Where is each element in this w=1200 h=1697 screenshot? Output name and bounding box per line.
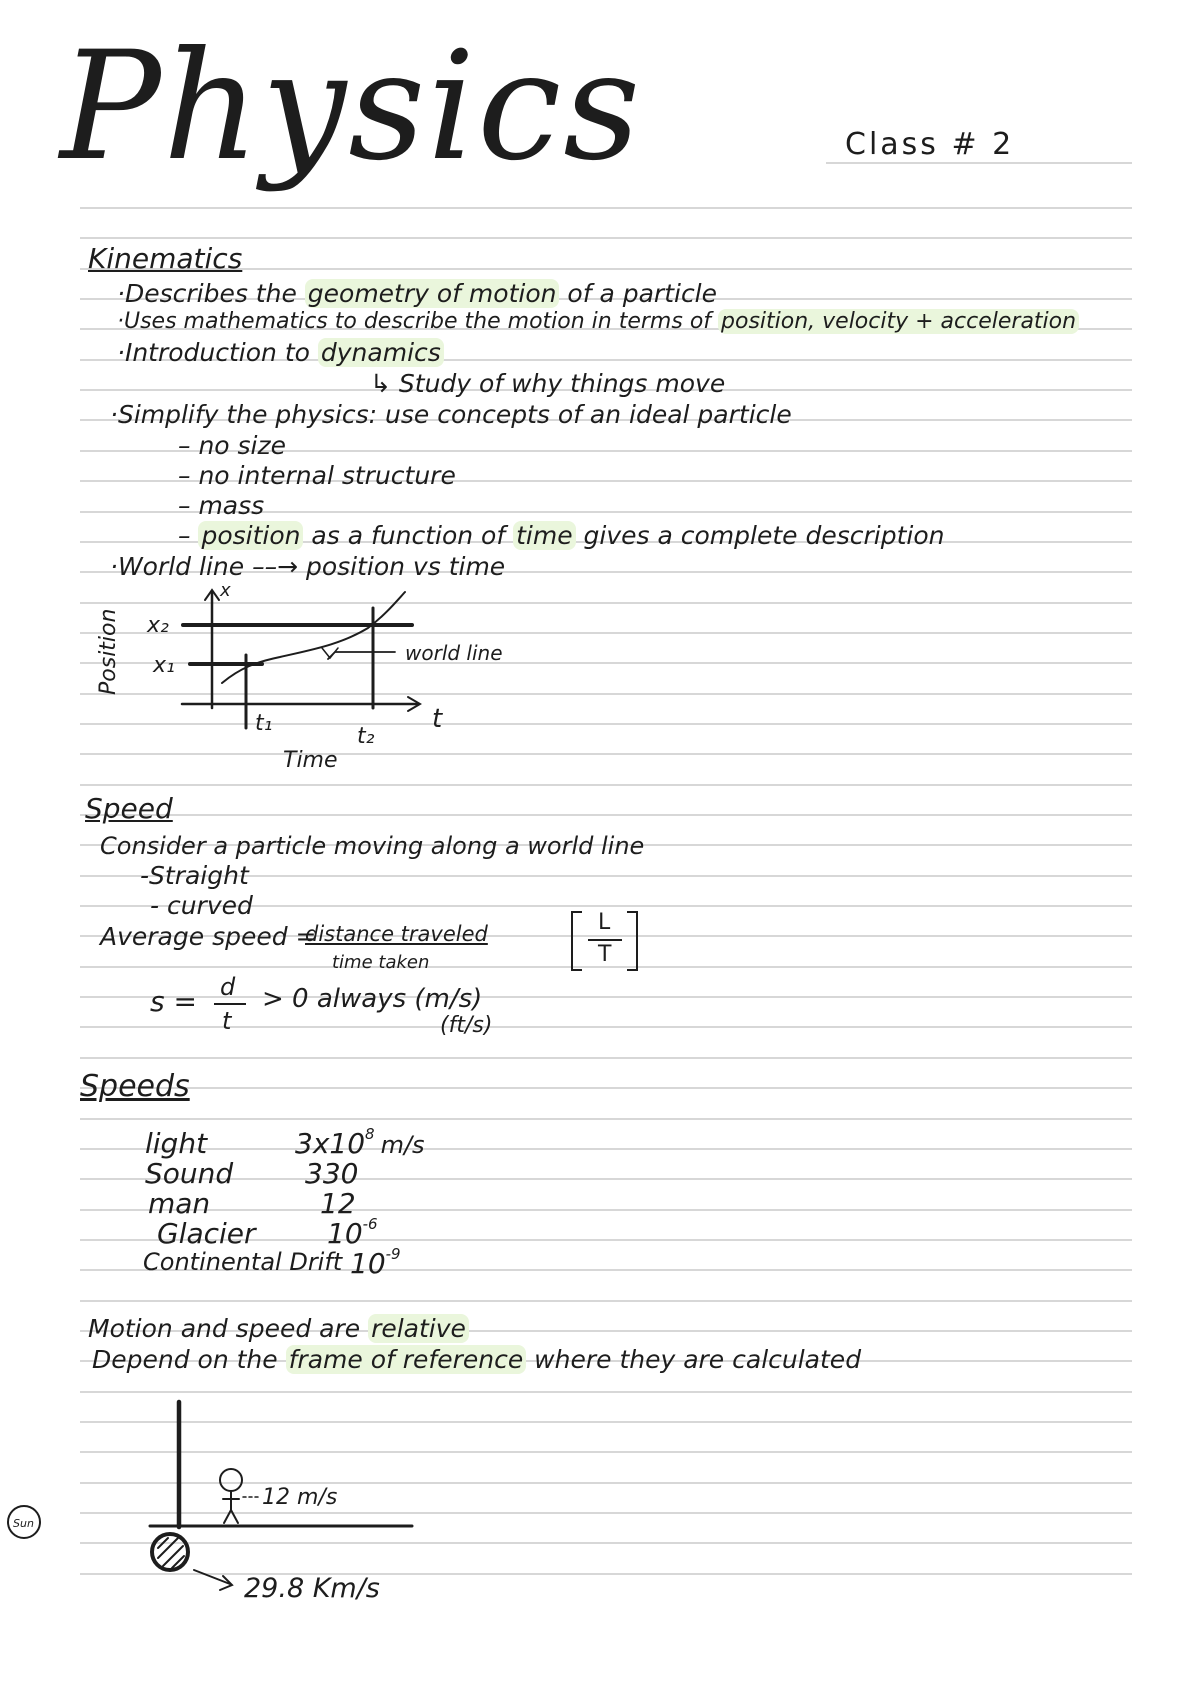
- sub-no-internal-structure: – no internal structure: [178, 461, 456, 490]
- speeds-row-value-base: 3x10: [295, 1127, 366, 1160]
- average-speed-denominator: time taken: [332, 952, 430, 973]
- speeds-row-value-base: 330: [305, 1157, 359, 1190]
- bullet-simplify: ·Simplify the physics: use concepts of an ideal particle: [110, 400, 792, 429]
- formula-denominator: t: [222, 1007, 232, 1035]
- highlight-frame-of-reference: frame of reference: [286, 1345, 527, 1374]
- stick-figure-legs: [224, 1510, 238, 1523]
- average-speed-label: Average speed =: [100, 922, 317, 951]
- bullet-world-line: ·World line ––→ position vs time: [110, 552, 506, 581]
- graph-t2-label: t₂: [357, 724, 375, 749]
- world-line-graph: [182, 590, 420, 728]
- graph-t1-label: t₁: [255, 711, 273, 736]
- dimension-denominator: T: [598, 942, 612, 967]
- graph-world-line-annotation: world line: [405, 641, 503, 665]
- graph-x1-label: x₁: [153, 653, 175, 678]
- dimension-brackets: [572, 912, 637, 970]
- speeds-row-exponent: -9: [385, 1245, 401, 1263]
- sub-position-post: gives a complete description: [575, 521, 945, 550]
- formula-rhs: > 0 always (m/s): [262, 984, 483, 1014]
- graph-x2-label: x₂: [147, 613, 169, 638]
- speed-item-curved: - curved: [150, 891, 253, 920]
- highlight-dynamics: dynamics: [318, 338, 444, 367]
- relative-line-1-pre: Motion and speed are: [88, 1314, 369, 1343]
- speeds-row-name: man: [148, 1187, 211, 1220]
- dynamics-definition: ↳ Study of why things move: [370, 369, 726, 398]
- speeds-heading: Speeds: [80, 1069, 190, 1104]
- bullet-introduction-pre: ·Introduction to: [117, 338, 318, 367]
- man-speed-label: 12 m/s: [262, 1485, 338, 1510]
- sub-position-mid: as a function of: [303, 521, 514, 550]
- speeds-row-value-base: 12: [320, 1187, 356, 1220]
- relative-line-2-post: where they are calculated: [526, 1345, 862, 1374]
- speeds-row-name: Sound: [145, 1157, 234, 1190]
- speeds-row-exponent: -6: [362, 1215, 378, 1233]
- graph-x-axis-label: Time: [283, 748, 338, 773]
- bullet-uses-math-pre: ·Uses mathematics to describe the motion in terms of: [117, 309, 719, 334]
- formula-units-fts: (ft/s): [440, 1013, 493, 1038]
- sub-no-size: – no size: [178, 431, 287, 460]
- speeds-row-value-base: 10: [350, 1247, 386, 1280]
- bullet-describes-pre: ·Describes the: [117, 279, 305, 308]
- highlight-geometry-of-motion: geometry of motion: [305, 279, 560, 308]
- bullet-describes-post: of a particle: [559, 279, 718, 308]
- speed-consider-line: Consider a particle moving along a world line: [100, 832, 645, 860]
- stick-figure-head: [220, 1469, 242, 1491]
- speeds-row-value-base: 10: [327, 1217, 363, 1250]
- average-speed-numerator: distance traveled: [305, 922, 488, 946]
- speeds-row-exponent: 8: [365, 1125, 375, 1143]
- page-title: Physics: [60, 20, 643, 194]
- relative-line-2-pre: Depend on the: [92, 1345, 286, 1374]
- sub-dash: –: [178, 521, 199, 550]
- speeds-row-unit: m/s: [380, 1131, 425, 1159]
- sun-margin-label: Sun: [13, 1517, 34, 1530]
- frame-reference-sketch: [8, 1402, 412, 1590]
- graph-world-line-curve: [222, 592, 405, 683]
- graph-annotation-arrow: [328, 652, 395, 659]
- graph-x-axis-letter: t: [432, 704, 443, 734]
- graph-y-axis-letter: x: [220, 580, 231, 601]
- speeds-row-name: light: [145, 1127, 208, 1160]
- highlight-time: time: [513, 521, 575, 550]
- formula-lhs: s =: [150, 985, 197, 1018]
- earth-circle: [152, 1534, 188, 1570]
- formula-numerator: d: [220, 973, 236, 1001]
- highlight-relative: relative: [368, 1314, 469, 1343]
- dimension-numerator: L: [598, 910, 611, 935]
- speeds-row-name: Continental Drift: [143, 1248, 343, 1276]
- earth-speed-label: 29.8 Km/s: [244, 1573, 380, 1604]
- speeds-row-name: Glacier: [157, 1217, 256, 1250]
- sub-mass: – mass: [178, 491, 265, 520]
- class-number: Class # 2: [845, 127, 1015, 162]
- highlight-position-velocity-acceleration: position, velocity + acceleration: [718, 309, 1079, 334]
- dimension-right-bracket: [627, 912, 637, 970]
- highlight-position: position: [198, 521, 303, 550]
- kinematics-heading: Kinematics: [88, 242, 243, 275]
- graph-y-axis-label: Position: [96, 608, 121, 695]
- speed-item-straight: -Straight: [140, 861, 249, 890]
- speed-heading: Speed: [85, 792, 173, 825]
- dimension-left-bracket: [572, 912, 582, 970]
